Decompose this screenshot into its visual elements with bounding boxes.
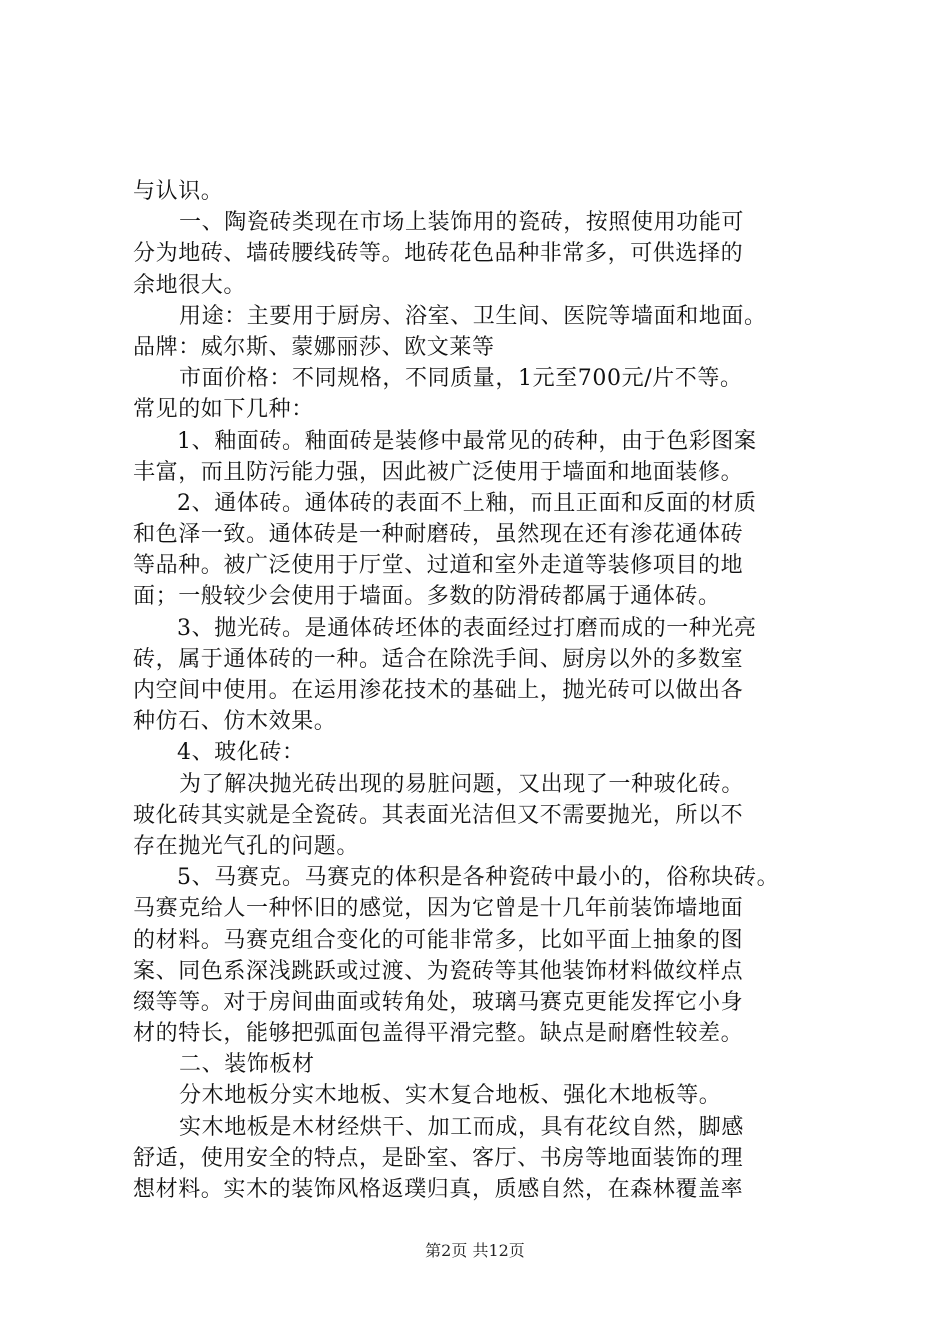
text-line: 的材料。马赛克组合变化的可能非常多，比如平面上抽象的图 xyxy=(133,927,744,953)
section-heading: 一、陶瓷砖类现在市场上装饰用的瓷砖，按照使用功能可 xyxy=(179,210,745,236)
text-line: 分为地砖、墙砖腰线砖等。地砖花色品种非常多，可供选择的 xyxy=(133,241,744,267)
text-line: 余地很大。 xyxy=(133,272,247,298)
text-line: 分木地板分实木地板、实木复合地板、强化木地板等。 xyxy=(179,1083,722,1109)
section-heading: 二、装饰板材 xyxy=(179,1052,315,1078)
text-line: 常见的如下几种： xyxy=(133,397,314,423)
text-line: 舒适，使用安全的特点，是卧室、客厅、书房等地面装饰的理 xyxy=(133,1145,744,1171)
document-body xyxy=(133,176,833,1205)
text-line: 材的特长，能够把弧面包盖得平滑完整。缺点是耐磨性较差。 xyxy=(133,1021,744,1047)
text-line: 与认识。 xyxy=(133,179,224,204)
text-line: 用途：主要用于厨房、浴室、卫生间、医院等墙面和地面。 xyxy=(179,303,767,329)
text-line: 为了解决抛光砖出现的易脏问题，又出现了一种玻化砖。 xyxy=(179,771,745,797)
text-line: 面；一般较少会使用于墙面。多数的防滑砖都属于通体砖。 xyxy=(133,584,721,610)
list-item-heading: 2、通体砖。通体砖的表面不上釉，而且正面和反面的材质 xyxy=(177,490,757,516)
text-line: 玻化砖其实就是全瓷砖。其表面光洁但又不需要抛光，所以不 xyxy=(133,802,744,828)
text-line: 实木地板是木材经烘干、加工而成，具有花纹自然，脚感 xyxy=(179,1114,745,1140)
text-line: 内空间中使用。在运用渗花技术的基础上，抛光砖可以做出各 xyxy=(133,678,744,703)
text-line: 等品种。被广泛使用于厅堂、过道和室外走道等装修项目的地 xyxy=(133,553,744,579)
list-item-heading: 1、釉面砖。釉面砖是装修中最常见的砖种，由于色彩图案 xyxy=(177,428,757,454)
text-line: 想材料。实木的装饰风格返璞归真，质感自然，在森林覆盖率 xyxy=(133,1177,744,1202)
text-line: 种仿石、仿木效果。 xyxy=(133,709,337,735)
list-item-heading: 4、玻化砖： xyxy=(177,740,305,766)
list-item-heading: 5、马赛克。马赛克的体积是各种瓷砖中最小的，俗称块砖。 xyxy=(177,865,780,891)
text-line: 缀等等。对于房间曲面或转角处，玻璃马赛克更能发挥它小身 xyxy=(133,989,744,1015)
text-line: 和色泽一致。通体砖是一种耐磨砖，虽然现在还有渗花通体砖 xyxy=(133,522,744,548)
page-number: 第2页 共12页 xyxy=(425,1241,525,1260)
text-line: 马赛克给人一种怀旧的感觉，因为它曾是十几年前装饰墙地面 xyxy=(133,896,744,922)
text-line: 市面价格：不同规格，不同质量，1元至700元/片不等。 xyxy=(179,366,743,392)
text-line: 存在抛光气孔的问题。 xyxy=(133,833,360,859)
text-line: 品牌：威尔斯、蒙娜丽莎、欧文莱等 xyxy=(133,334,495,360)
text-line: 案、同色系深浅跳跃或过渡、为瓷砖等其他装饰材料做纹样点 xyxy=(133,958,744,984)
list-item-heading: 3、抛光砖。是通体砖坯体的表面经过打磨而成的一种光亮 xyxy=(177,615,757,641)
text-line: 丰富，而且防污能力强，因此被广泛使用于墙面和地面装修。 xyxy=(133,459,744,485)
text-line: 砖，属于通体砖的一种。适合在除洗手间、厨房以外的多数室 xyxy=(133,646,744,672)
